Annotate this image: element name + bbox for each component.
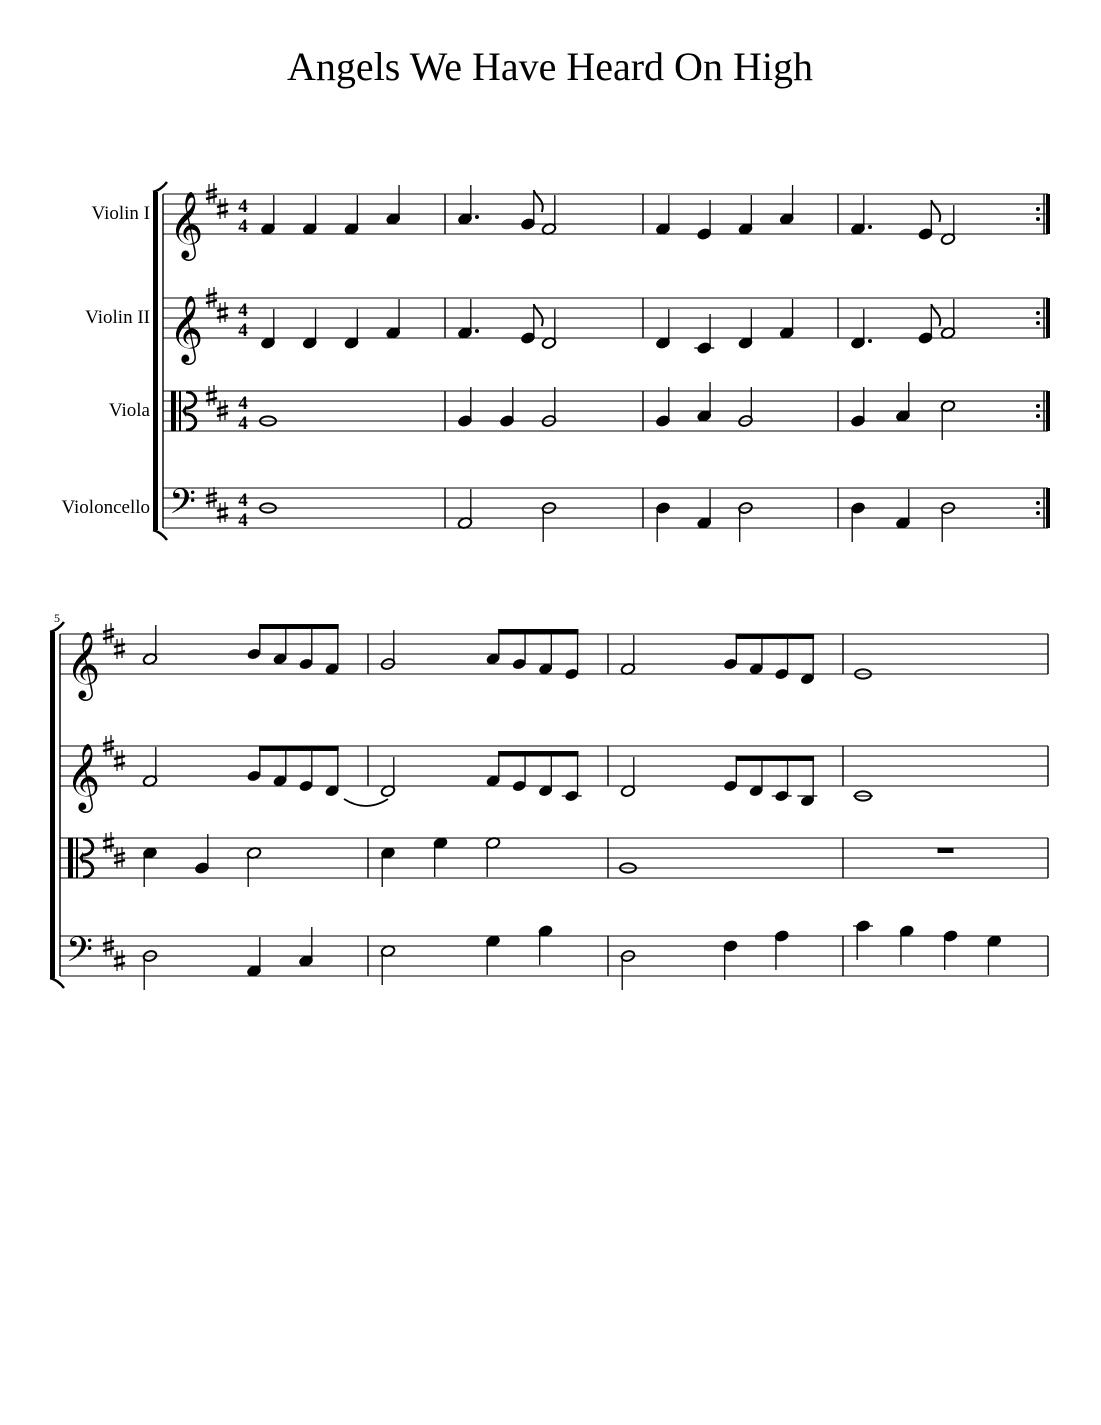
final-barline: [1046, 391, 1050, 431]
final-barline: [1046, 488, 1050, 528]
note: [302, 309, 317, 350]
final-barline: [1046, 298, 1050, 338]
flag: [534, 190, 543, 212]
note: [697, 200, 712, 241]
note: [380, 757, 395, 798]
dot: [868, 225, 872, 229]
sharp-accidental: [114, 750, 125, 771]
note: [694, 314, 714, 355]
beam: [498, 751, 578, 756]
repeat-dot: [1036, 511, 1040, 515]
score-title: Angels We Have Heard On High: [287, 44, 813, 89]
note: [779, 185, 794, 226]
note: [655, 501, 670, 542]
note: [260, 309, 275, 350]
note: [853, 791, 873, 800]
repeat-dot: [1036, 207, 1040, 211]
flag: [534, 304, 543, 326]
note: [723, 939, 738, 980]
time-signature-denominator: 4: [238, 510, 248, 531]
staff-violin-ii: [60, 735, 1048, 813]
note: [142, 846, 157, 887]
note: [853, 919, 873, 960]
note: [943, 929, 958, 970]
note: [738, 309, 753, 350]
repeat-dot: [1036, 404, 1040, 408]
flag: [931, 200, 940, 222]
staff-violoncello: [60, 919, 1048, 990]
treble-clef-icon: 𝄞: [66, 630, 101, 698]
sharp-accidental: [103, 832, 114, 853]
beamed-group: [723, 756, 818, 808]
staff-violin-ii: [85, 287, 1050, 365]
system-1: [61, 182, 1050, 542]
sharp-accidental: [114, 950, 125, 971]
note: [386, 299, 401, 340]
beamed-group: [246, 746, 339, 798]
treble-clef-icon: 𝄞: [169, 294, 204, 362]
note: [344, 195, 359, 236]
treble-clef-icon: 𝄞: [66, 742, 101, 810]
sharp-accidental: [206, 385, 217, 406]
note: [457, 185, 479, 226]
instrument-name: Violin I: [91, 203, 150, 224]
note: [850, 501, 865, 542]
note: [246, 846, 261, 887]
dot: [475, 329, 479, 333]
sharp-accidental: [217, 302, 228, 323]
sharp-accidental: [114, 638, 125, 659]
final-barline: [1046, 194, 1050, 234]
beam: [736, 756, 814, 761]
note: [246, 937, 261, 978]
note: [850, 309, 872, 350]
dot: [868, 339, 872, 343]
note: [655, 387, 670, 428]
time-signature-denominator: 4: [238, 320, 248, 341]
bass-clef-icon: 𝄢: [66, 929, 94, 978]
time-signature-numerator: 4: [238, 393, 248, 414]
repeat-dot: [1036, 414, 1040, 418]
note: [895, 489, 910, 530]
repeat-dot: [1036, 501, 1040, 505]
note: [899, 924, 914, 965]
note: [344, 309, 359, 350]
time-signature-numerator: 4: [238, 490, 248, 511]
beamed-group: [485, 751, 581, 803]
dot: [475, 215, 479, 219]
beamed-group: [246, 624, 339, 676]
staff-viola: [109, 382, 1050, 440]
note: [302, 195, 317, 236]
beam: [736, 634, 814, 639]
measure-number: 5: [54, 611, 60, 625]
time-signature-denominator: 4: [238, 413, 248, 434]
note: [298, 927, 313, 968]
note: [541, 195, 556, 236]
time-signature-numerator: 4: [238, 196, 248, 217]
note: [457, 299, 479, 340]
note: [738, 195, 753, 236]
system-bracket: [153, 192, 158, 530]
staff-violin-i: [92, 183, 1051, 261]
note: [538, 924, 553, 965]
time-signature-numerator: 4: [238, 300, 248, 321]
note: [895, 382, 910, 423]
staff-violin-i: [60, 623, 1048, 701]
note: [940, 205, 955, 246]
note: [260, 195, 275, 236]
note: [850, 387, 865, 428]
bass-clef-icon: 𝄢: [169, 481, 197, 530]
system-2: [50, 611, 1048, 990]
system-bracket: [50, 632, 55, 978]
beam: [259, 624, 339, 629]
flag: [931, 304, 940, 326]
note: [541, 309, 556, 350]
sharp-accidental: [217, 198, 228, 219]
beamed-group: [723, 634, 815, 686]
note: [940, 399, 955, 440]
bracket-bottom-hook: [50, 978, 64, 988]
tie: [344, 799, 388, 806]
repeat-dot: [1036, 321, 1040, 325]
time-signature-denominator: 4: [238, 216, 248, 237]
note: [697, 382, 712, 423]
instrument-name: Viola: [108, 400, 150, 421]
repeat-dot: [1036, 217, 1040, 221]
note: [433, 836, 448, 877]
instrument-name: Violin II: [85, 307, 150, 328]
beam: [259, 746, 339, 751]
note: [457, 489, 472, 530]
note: [142, 747, 157, 788]
note: [380, 944, 395, 985]
note: [499, 387, 514, 428]
note: [380, 846, 395, 887]
note: [485, 836, 500, 877]
note: [457, 387, 472, 428]
repeat-dot: [1036, 311, 1040, 315]
note: [850, 195, 872, 236]
bracket-bottom-hook: [153, 530, 167, 540]
note: [987, 934, 1002, 975]
beamed-group: [485, 629, 579, 681]
note: [142, 625, 157, 666]
note: [194, 834, 209, 875]
note: [774, 929, 789, 970]
whole-rest-icon: [938, 848, 954, 853]
staff-violoncello: [61, 481, 1050, 542]
note: [697, 489, 712, 530]
note: [655, 195, 670, 236]
staff-viola: [60, 832, 1048, 887]
bracket-top-hook: [153, 182, 167, 192]
note: [485, 934, 500, 975]
note: [620, 757, 635, 798]
note: [620, 635, 635, 676]
note: [386, 185, 401, 226]
beam: [498, 629, 578, 634]
treble-clef-icon: 𝄞: [169, 190, 204, 258]
note: [779, 299, 794, 340]
note: [655, 309, 670, 350]
note: [940, 299, 955, 340]
sharp-accidental: [217, 502, 228, 523]
instrument-name: Violoncello: [61, 497, 150, 518]
